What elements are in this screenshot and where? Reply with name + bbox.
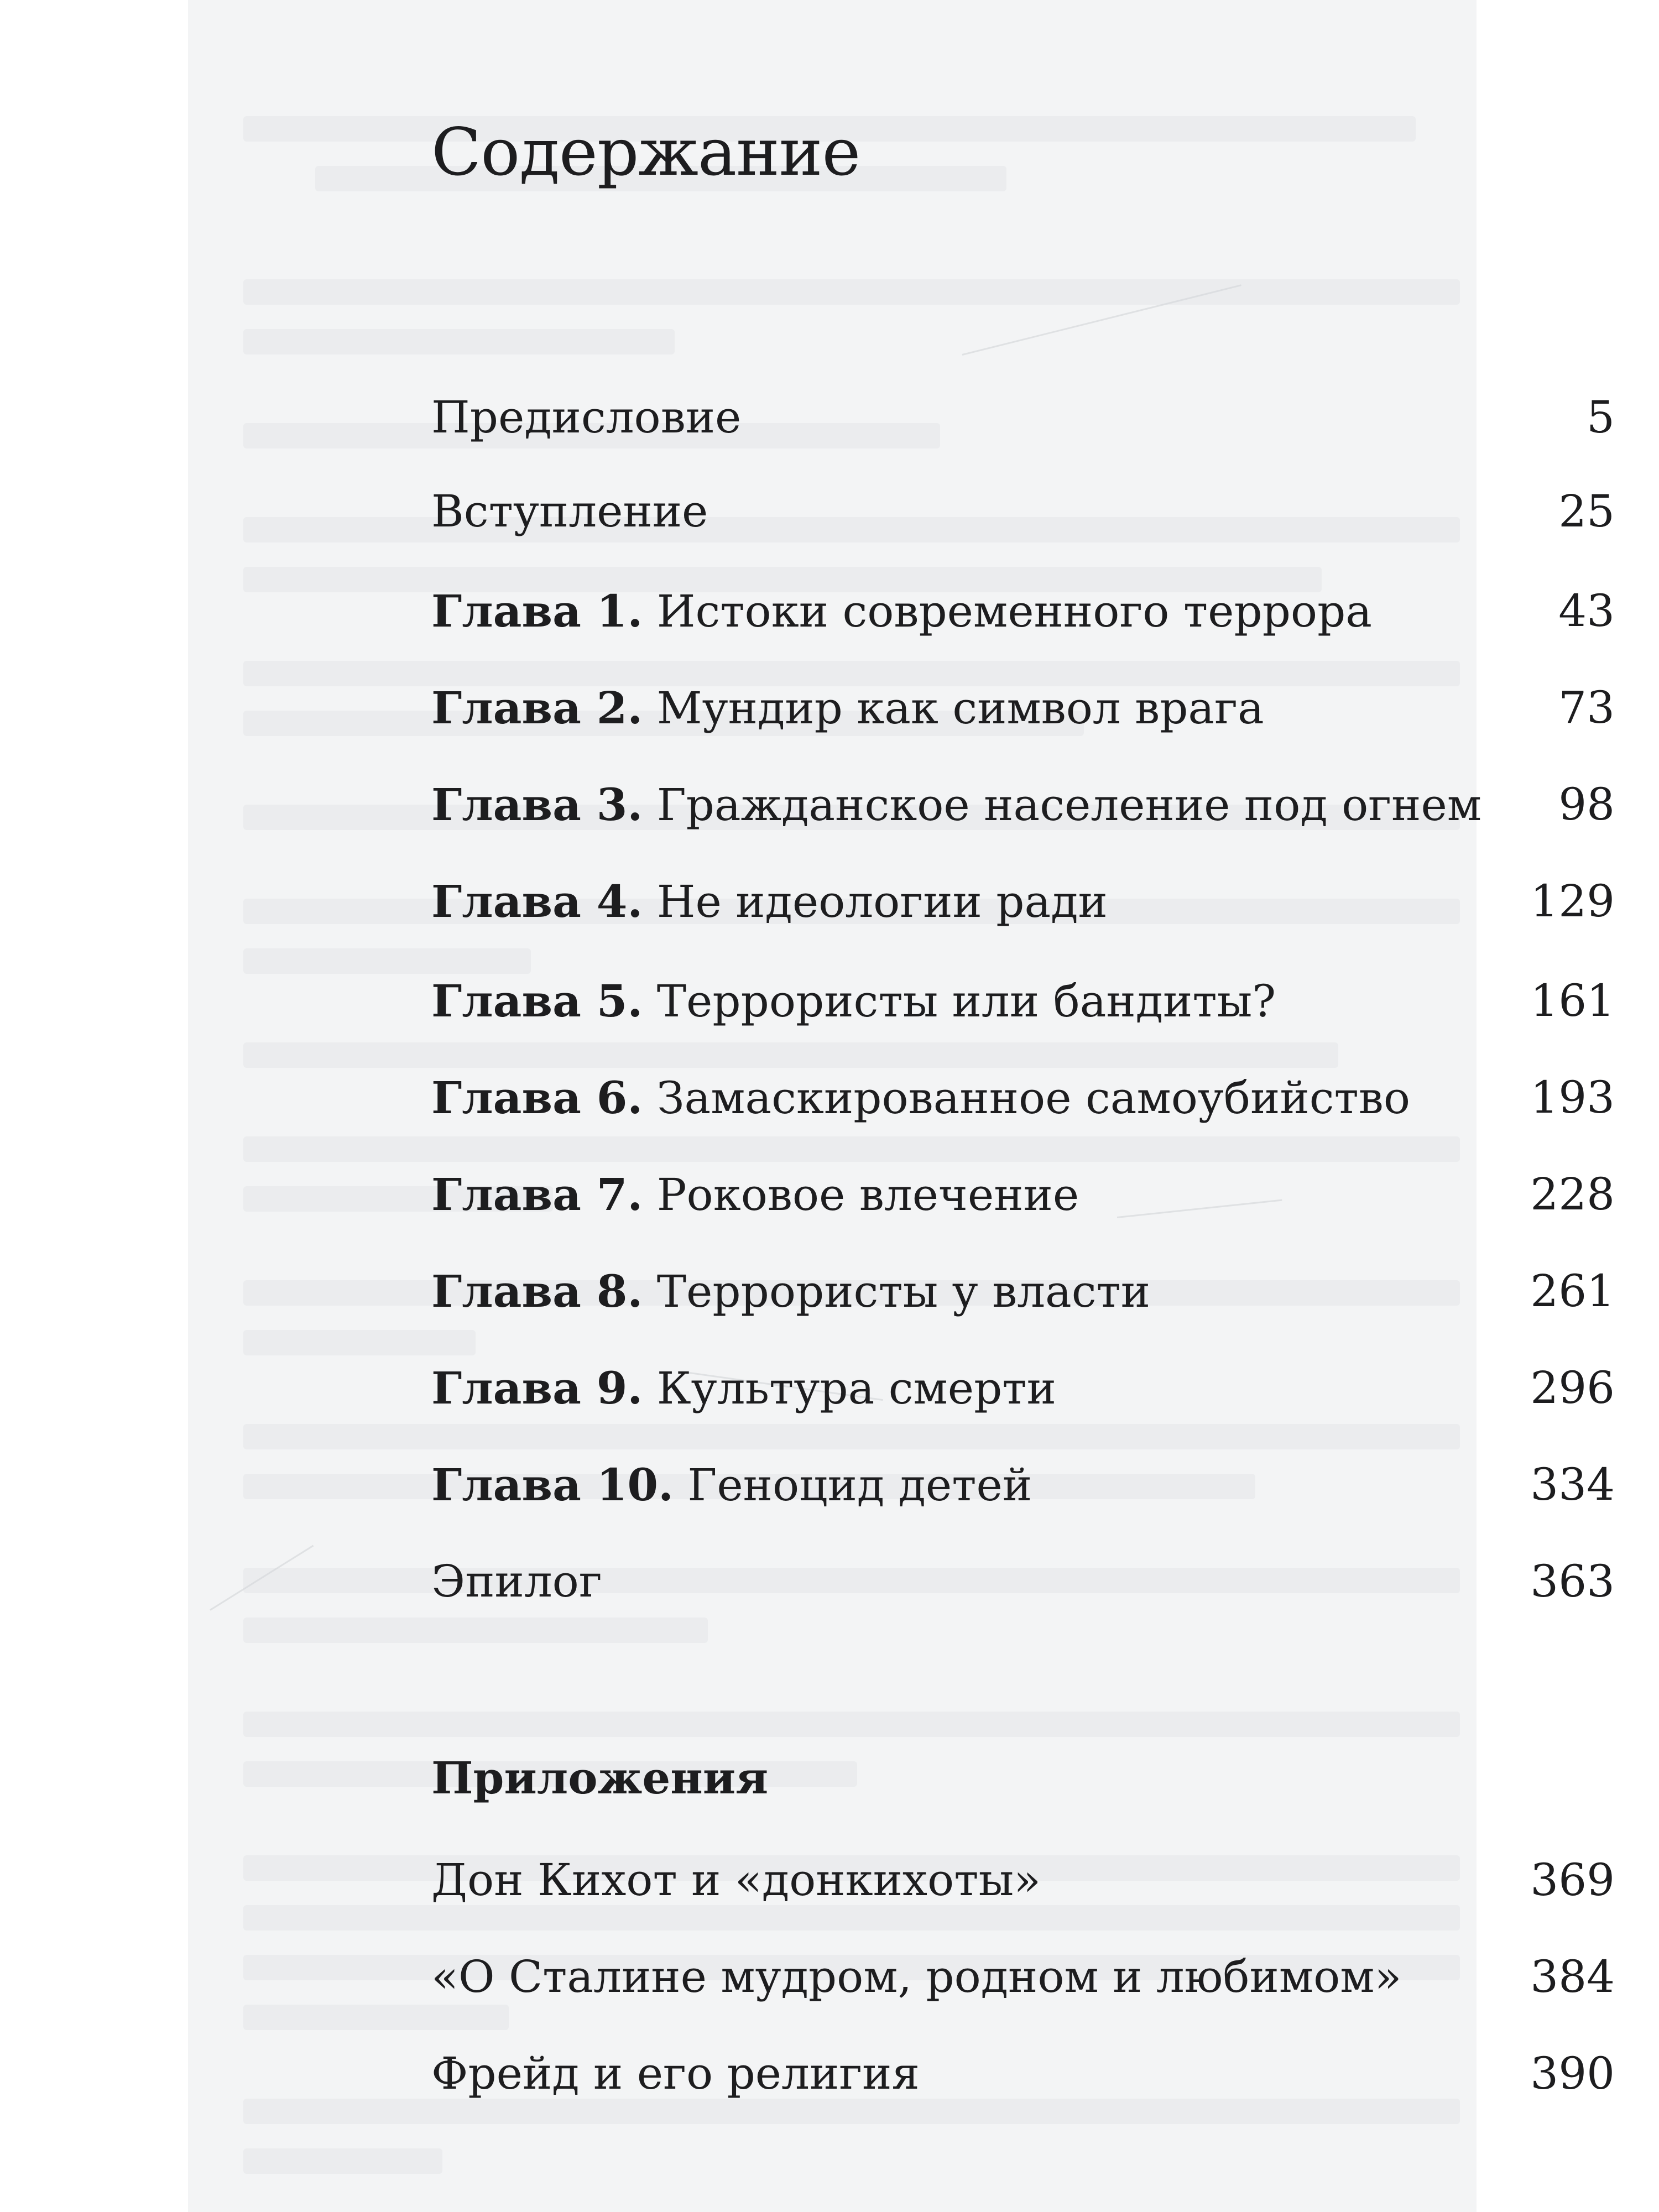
toc-entry-page: 363 — [1530, 1556, 1615, 1607]
toc-entry-appendix-1 — [431, 1850, 1615, 1911]
toc-entry-title: Дон Кихот и «донкихоты» — [431, 1854, 1041, 1906]
toc-entry-page: 73 — [1558, 682, 1615, 733]
toc-entry-title: Глава 5. Террористы или бандиты? — [431, 975, 1276, 1027]
toc-entry-page: 193 — [1530, 1072, 1615, 1123]
chapter-number: Глава 7. — [431, 1168, 643, 1220]
chapter-number: Глава 1. — [431, 585, 643, 637]
toc-entry-title: Глава 8. Террористы у власти — [431, 1265, 1151, 1317]
chapter-number: Глава 8. — [431, 1265, 643, 1317]
chapter-number: Глава 2. — [431, 682, 643, 734]
toc-entry-title: Глава 7. Роковое влечение — [431, 1168, 1079, 1220]
toc-entry-page: 296 — [1530, 1362, 1615, 1413]
book-page — [188, 0, 1615, 2212]
toc-entry-chapter-10 — [431, 1454, 1615, 1515]
toc-entry-page: 390 — [1530, 2048, 1615, 2099]
toc-entry-page: 369 — [1530, 1854, 1615, 1906]
toc-entry-introduction — [431, 481, 1615, 542]
toc-entry-page: 161 — [1530, 975, 1615, 1026]
toc-entry-preface — [431, 387, 1615, 448]
chapter-number: Глава 9. — [431, 1362, 643, 1414]
chapter-number: Глава 6. — [431, 1072, 643, 1124]
toc-entry-chapter-6 — [431, 1067, 1615, 1128]
toc-entry-title: Эпилог — [431, 1556, 602, 1607]
toc-entry-page: 384 — [1530, 1951, 1615, 2002]
chapter-number: Глава 3. — [431, 779, 643, 831]
chapter-number: Глава 5. — [431, 975, 643, 1027]
toc-entry-epilogue — [431, 1551, 1615, 1612]
toc-entry-title: Глава 10. Геноцид детей — [431, 1459, 1032, 1511]
toc-entry-page: 43 — [1558, 585, 1615, 637]
toc-entry-chapter-1 — [431, 581, 1615, 641]
toc-entry-title: «О Сталине мудром, родном и любимом» — [431, 1951, 1402, 2002]
toc-entry-page: 261 — [1530, 1265, 1615, 1317]
toc-entry-page: 129 — [1530, 875, 1615, 927]
toc-entry-page: 25 — [1558, 486, 1615, 537]
toc-entry-chapter-3 — [431, 774, 1615, 835]
toc-entry-chapter-5 — [431, 971, 1615, 1031]
chapter-number: Глава 10. — [431, 1459, 674, 1511]
toc-entry-page: 98 — [1558, 779, 1615, 830]
toc-entry-title: Вступление — [431, 486, 708, 537]
toc-entry-chapter-7 — [431, 1164, 1615, 1225]
toc-entry-page: 334 — [1530, 1459, 1615, 1510]
toc-entry-chapter-9 — [431, 1358, 1615, 1418]
toc-entry-appendix-2 — [431, 1947, 1615, 2007]
toc-entry-page: 5 — [1587, 392, 1615, 443]
toc-entry-title: Глава 3. Гражданское население под огнем — [431, 779, 1482, 831]
toc-entry-title: Предисловие — [431, 392, 742, 443]
toc-entry-title: Фрейд и его религия — [431, 2048, 920, 2099]
toc-entry-chapter-2 — [431, 677, 1615, 738]
toc-entry-title: Глава 4. Не идеологии ради — [431, 875, 1108, 927]
toc-entry-chapter-8 — [431, 1261, 1615, 1322]
toc-entry-title: Глава 6. Замаскированное самоубийство — [431, 1072, 1410, 1124]
appendix-heading: Приложения — [431, 1752, 769, 1804]
toc-entry-title: Глава 9. Культура смерти — [431, 1362, 1056, 1414]
toc-entry-title: Глава 1. Истоки современного террора — [431, 585, 1372, 637]
chapter-number: Глава 4. — [431, 875, 643, 927]
toc-entry-title: Глава 2. Мундир как символ врага — [431, 682, 1264, 734]
toc-title: Содержание — [431, 114, 860, 190]
toc-entry-chapter-4 — [431, 871, 1615, 932]
toc-entry-appendix-3 — [431, 2043, 1615, 2104]
table-of-contents — [431, 0, 1615, 2212]
toc-entry-page: 228 — [1530, 1168, 1615, 1220]
